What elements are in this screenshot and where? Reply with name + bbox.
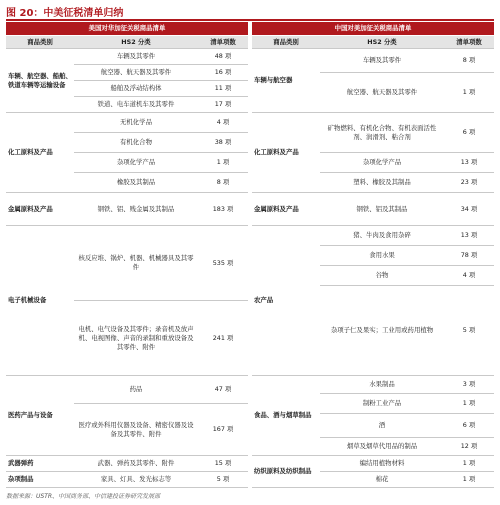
- table-cell: 猪、牛肉及食用杂碎: [320, 226, 444, 246]
- table-cell: 241 项: [198, 301, 248, 376]
- table-cell: 1 项: [444, 472, 494, 488]
- table-cell: 钢铁、铝及其制品: [320, 193, 444, 226]
- table-cell: 酒: [320, 414, 444, 438]
- table-cell: 钢铁、铝、贱金属及其制品: [74, 193, 198, 226]
- table-cell: 烟草及烟草代用品的制品: [320, 438, 444, 456]
- table-cell: 水果制品: [320, 376, 444, 394]
- us-col-category: 商品类别: [6, 36, 74, 49]
- us-category-weapons: 武器弹药: [6, 456, 74, 472]
- china-col-hs2: HS2 分类: [320, 36, 444, 49]
- table-cell: 医疗或外科用仪器及设备、精密仪器及设备及其零件、附件: [74, 404, 198, 456]
- table-cell: 编结用植物材料: [320, 456, 444, 472]
- table-cell: 铁道、电车道机车及其零件: [74, 97, 198, 113]
- table-cell: 橡胶及其制品: [74, 173, 198, 193]
- us-category-electronic: 电子机械设备: [6, 226, 74, 376]
- table-cell: 4 项: [198, 113, 248, 133]
- table-cell: 家具、灯具、发光标志等: [74, 472, 198, 488]
- table-cell: 制粉工业产品: [320, 394, 444, 414]
- table-cell: 5 项: [444, 286, 494, 376]
- table-cell: 1 项: [444, 456, 494, 472]
- china-category-metal: 金属原料及产品: [252, 193, 320, 226]
- us-category-transport: 车辆、航空器、船舶、铁道车辆等运输设备: [6, 49, 74, 113]
- china-category-chemical: 化工原料及产品: [252, 113, 320, 193]
- table-cell: 核反应堆、锅炉、机器、机械器具及其零件: [74, 226, 198, 301]
- table-cell: 13 项: [444, 226, 494, 246]
- table-cell: 47 项: [198, 376, 248, 404]
- table-cell: 6 项: [444, 414, 494, 438]
- table-cell: 6 项: [444, 113, 494, 153]
- china-col-category: 商品类别: [252, 36, 320, 49]
- table-cell: 塑料、橡胶及其制品: [320, 173, 444, 193]
- table-cell: 药品: [74, 376, 198, 404]
- table-cell: 谷物: [320, 266, 444, 286]
- table-cell: 车辆及其零件: [74, 49, 198, 65]
- table-cell: 183 项: [198, 193, 248, 226]
- table-cell: 武器、弹药及其零件、附件: [74, 456, 198, 472]
- china-category-agriculture: 农产品: [252, 226, 320, 376]
- table-cell: 矿物燃料、有机化合物、有机表面活性剂、润滑剂、粘合剂: [320, 113, 444, 153]
- china-category-textile: 纺织原料及纺织制品: [252, 456, 320, 488]
- table-cell: 48 项: [198, 49, 248, 65]
- table-cell: 食用水果: [320, 246, 444, 266]
- us-col-hs2: HS2 分类: [74, 36, 198, 49]
- table-cell: 11 项: [198, 81, 248, 97]
- us-category-chemical: 化工原料及产品: [6, 113, 74, 193]
- table-cell: 8 项: [444, 49, 494, 73]
- table-cell: 1 项: [444, 394, 494, 414]
- table-cell: 有机化合物: [74, 133, 198, 153]
- title-rule: [6, 19, 494, 21]
- table-cell: 535 项: [198, 226, 248, 301]
- us-category-medical: 医药产品与设备: [6, 376, 74, 456]
- table-cell: 电机、电气设备及其零件；录音机及放声机、电视图像、声音的录制和重放设备及其零件、附件: [74, 301, 198, 376]
- table-cell: 航空器、航天器及其零件: [74, 65, 198, 81]
- table-cell: 1 项: [444, 73, 494, 113]
- table-cell: 杂项子仁及果实；工业用或药用植物: [320, 286, 444, 376]
- table-cell: 15 项: [198, 456, 248, 472]
- us-col-count: 清单项数: [198, 36, 248, 49]
- data-source-note: 数据来源：USTR、中国商务部、中信建投证券研究发展部: [6, 493, 161, 500]
- table-cell: 38 项: [198, 133, 248, 153]
- china-table-heading: 中国对美加征关税商品清单: [252, 22, 494, 36]
- table-cell: 23 项: [444, 173, 494, 193]
- us-table-heading: 美国对华加征关税商品清单: [6, 22, 248, 36]
- table-cell: 167 项: [198, 404, 248, 456]
- table-cell: 船舶及浮动结构体: [74, 81, 198, 97]
- table-cell: 5 项: [198, 472, 248, 488]
- table-cell: 34 项: [444, 193, 494, 226]
- us-category-misc: 杂项制品: [6, 472, 74, 488]
- table-cell: 杂项化学产品: [74, 153, 198, 173]
- table-cell: 无机化学品: [74, 113, 198, 133]
- table-cell: 3 项: [444, 376, 494, 394]
- table-cell: 杂项化学产品: [320, 153, 444, 173]
- us-tariff-table: [6, 22, 248, 488]
- figure-title: 图 20：中美征税清单归纳: [6, 8, 124, 19]
- table-cell: 78 项: [444, 246, 494, 266]
- table-cell: 棉花: [320, 472, 444, 488]
- table-cell: 航空器、航天器及其零件: [320, 73, 444, 113]
- table-cell: 车辆及其零件: [320, 49, 444, 73]
- china-category-vehicle: 车辆与航空器: [252, 49, 320, 113]
- table-cell: 16 项: [198, 65, 248, 81]
- us-category-metal: 金属原料及产品: [6, 193, 74, 226]
- china-tariff-table: [252, 22, 494, 488]
- china-col-count: 清单项数: [444, 36, 494, 49]
- table-cell: 8 项: [198, 173, 248, 193]
- table-cell: 4 项: [444, 266, 494, 286]
- table-cell: 1 项: [198, 153, 248, 173]
- table-cell: 12 项: [444, 438, 494, 456]
- table-cell: 13 项: [444, 153, 494, 173]
- table-cell: 17 项: [198, 97, 248, 113]
- china-category-food: 食品、酒与烟草制品: [252, 376, 320, 456]
